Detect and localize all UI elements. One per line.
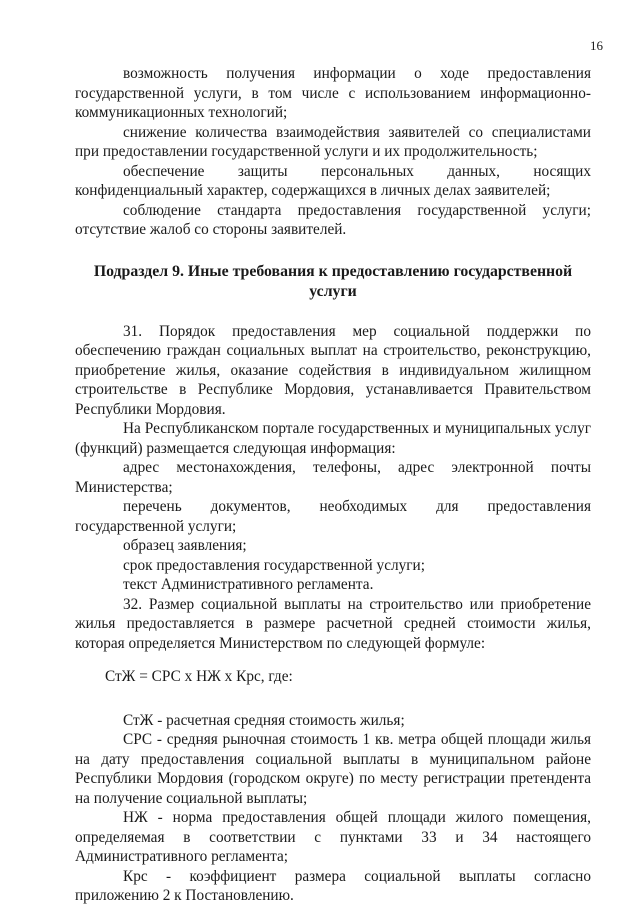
page-number: 16: [590, 38, 603, 53]
portal-item-regulation-text: текст Административного регламента.: [123, 576, 374, 593]
formula: СтЖ = СРС х НЖ х Крс, где:: [105, 668, 293, 685]
portal-item-documents: перечень документов, необходимых для предоставления государственной услуги;: [75, 498, 591, 535]
definition-nzh: НЖ - норма предоставления общей площади жилого помещения, определяемая в соответствии с пунктами 33 и 34 настоящего Административного регламента;: [75, 809, 591, 865]
paragraph-portal-intro: На Республиканском портале государственных и муниципальных услуг (функций) размещается следующая информация:: [75, 420, 591, 457]
paragraph-31: 31. Порядок предоставления мер социальной поддержки по обеспечению граждан социальных выплат на строительство, реконструкцию, приобретение жилья, оказание содействия в индивидуальном жилищном строительстве в Республике Мордовия, устанавливается Правительством Республики Мордовия.: [75, 322, 591, 418]
section-heading: Подраздел 9. Иные требования к предоставлению государственной услуги: [93, 262, 573, 300]
paragraph-standard-compliance: соблюдение стандарта предоставления государственной услуги; отсутствие жалоб со стороны заявителей.: [75, 201, 591, 238]
paragraph-interaction-reduction: снижение количества взаимодействия заявителей со специалистами при предоставлении государственной услуги и их продолжительность;: [75, 123, 591, 160]
definition-krs: Крс - коэффициент размера социальной выплаты согласно приложению 2 к Постановлению.: [75, 867, 591, 904]
document-body: [75, 64, 591, 906]
portal-item-deadline: срок предоставления государственной услуги;: [123, 556, 425, 574]
definition-stzh: СтЖ - расчетная средняя стоимость жилья;: [123, 711, 405, 729]
paragraph-data-protection: обеспечение защиты персональных данных, носящих конфиденциальный характер, содержащихся в личных делах заявителей;: [75, 162, 591, 199]
definition-srs: СРС - средняя рыночная стоимость 1 кв. метра общей площади жилья на дату предоставления социальной выплаты в муниципальном районе Республики Мордовия (городском округе) по месту регистрации претендента на получение социальной выплаты;: [75, 731, 591, 807]
portal-item-address: адрес местонахождения, телефоны, адрес электронной почты Министерства;: [75, 459, 591, 496]
portal-item-sample: образец заявления;: [123, 537, 247, 554]
paragraph-32: 32. Размер социальной выплаты на строительство или приобретение жилья предоставляется в размере расчетной средней стоимости жилья, которая определяется Министерством по следующей формуле:: [75, 595, 591, 652]
paragraph-info-availability: возможность получения информации о ходе предоставления государственной услуги, в том числе с использованием информационно-коммуникационных технологий;: [75, 65, 591, 121]
